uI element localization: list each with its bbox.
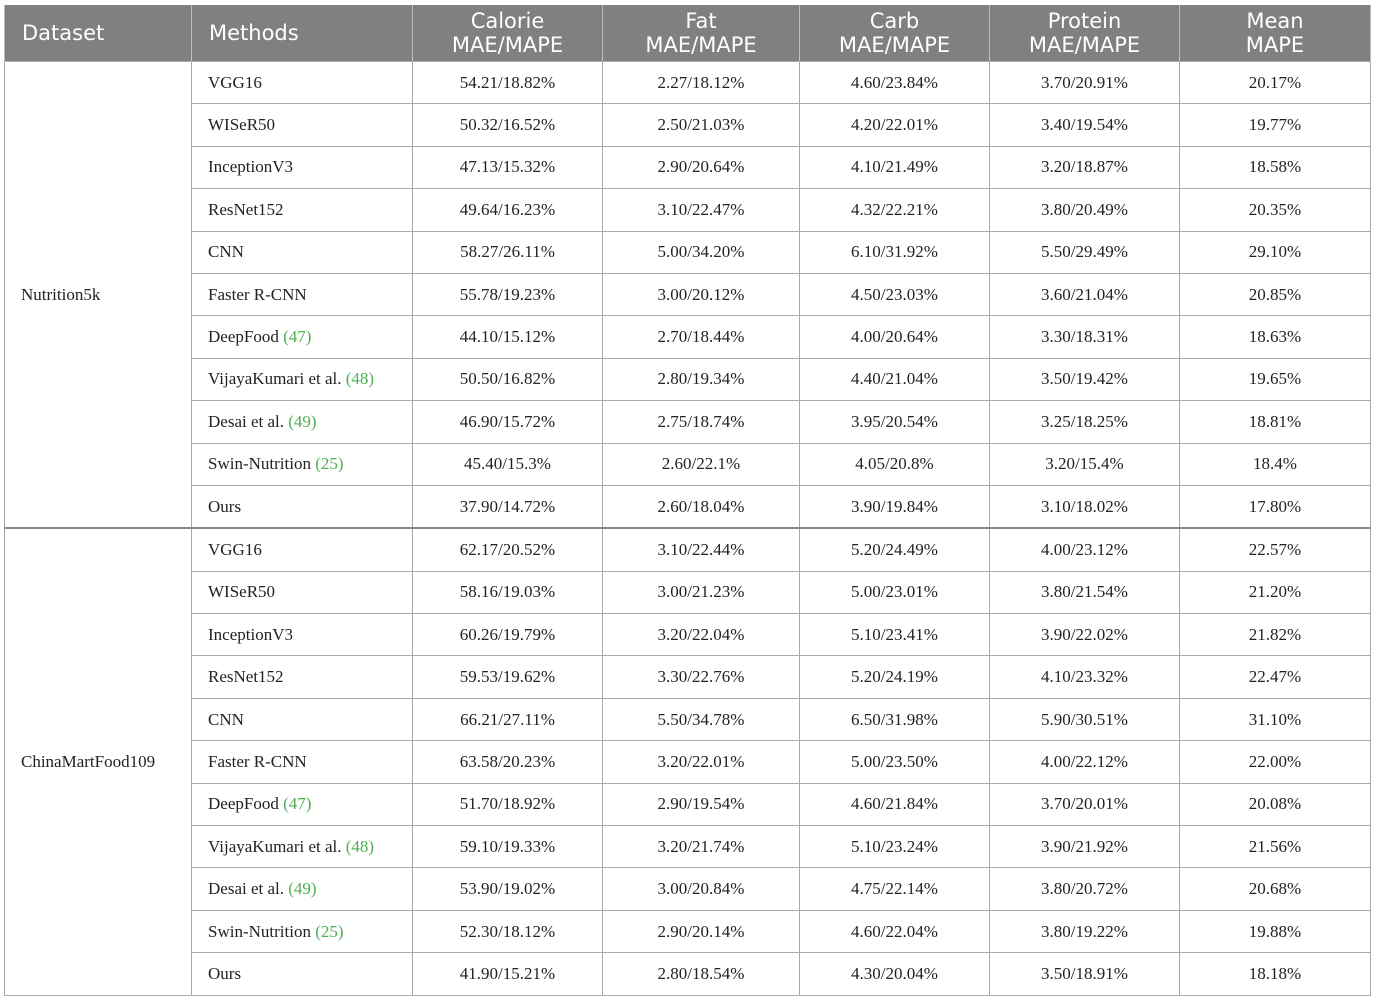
method-cell [192, 614, 413, 656]
method-name: VijayaKumari et al. [208, 369, 342, 389]
header-fat [603, 5, 800, 62]
mean-cell: 20.35% [1180, 189, 1371, 231]
mean-cell: 19.77% [1180, 104, 1371, 146]
protein-cell: 3.80/19.22% [990, 910, 1180, 952]
method-cell [192, 656, 413, 698]
table-row [5, 571, 1371, 613]
calorie-cell: 41.90/15.21% [413, 953, 603, 995]
fat-cell: 2.90/19.54% [603, 783, 800, 825]
method-name: Faster R-CNN [208, 284, 307, 304]
mean-cell: 18.18% [1180, 953, 1371, 995]
method-cell [192, 273, 413, 315]
table-row [5, 62, 1371, 104]
method-cell [192, 231, 413, 273]
carb-cell: 5.20/24.49% [800, 528, 990, 571]
table-body [5, 62, 1371, 996]
header-calorie-line1: Calorie [470, 9, 545, 33]
carb-cell: 5.00/23.01% [800, 571, 990, 613]
mean-cell: 18.81% [1180, 401, 1371, 443]
table-row [5, 698, 1371, 740]
table-row [5, 656, 1371, 698]
fat-cell: 2.50/21.03% [603, 104, 800, 146]
carb-cell: 3.95/20.54% [800, 401, 990, 443]
carb-cell: 4.40/21.04% [800, 358, 990, 400]
protein-cell: 3.20/18.87% [990, 146, 1180, 188]
table-row [5, 910, 1371, 952]
protein-cell: 5.50/29.49% [990, 231, 1180, 273]
mean-cell: 18.63% [1180, 316, 1371, 358]
method-name: InceptionV3 [208, 624, 293, 644]
dataset-cell: ChinaMartFood109 [5, 528, 192, 995]
calorie-cell: 50.50/16.82% [413, 358, 603, 400]
calorie-cell: 50.32/16.52% [413, 104, 603, 146]
method-cell [192, 868, 413, 910]
calorie-cell: 59.10/19.33% [413, 826, 603, 868]
table-row [5, 528, 1371, 571]
citation-link[interactable]: (25) [315, 454, 344, 474]
table-row [5, 189, 1371, 231]
citation-link[interactable]: (48) [345, 836, 375, 856]
fat-cell: 3.00/20.12% [603, 273, 800, 315]
fat-cell: 2.80/19.34% [603, 358, 800, 400]
carb-cell: 4.60/23.84% [800, 62, 990, 104]
protein-cell: 3.80/20.72% [990, 868, 1180, 910]
method-name: VijayaKumari et al. [208, 836, 342, 856]
method-cell [192, 146, 413, 188]
calorie-cell: 58.27/26.11% [413, 231, 603, 273]
fat-cell: 2.27/18.12% [603, 62, 800, 104]
calorie-cell: 37.90/14.72% [413, 485, 603, 528]
method-cell [192, 485, 413, 528]
method-cell [192, 826, 413, 868]
carb-cell: 5.10/23.24% [800, 826, 990, 868]
table-row [5, 358, 1371, 400]
table-row [5, 443, 1371, 485]
fat-cell: 2.70/18.44% [603, 316, 800, 358]
citation-link[interactable]: (47) [283, 794, 312, 814]
carb-cell: 5.20/24.19% [800, 656, 990, 698]
protein-cell: 3.80/20.49% [990, 189, 1180, 231]
method-name: Ours [208, 496, 242, 516]
calorie-cell: 49.64/16.23% [413, 189, 603, 231]
protein-cell: 3.70/20.91% [990, 62, 1180, 104]
method-name: VGG16 [208, 539, 262, 559]
fat-cell: 3.20/22.01% [603, 741, 800, 783]
fat-cell: 5.00/34.20% [603, 231, 800, 273]
header-protein-line1: Protein [1047, 9, 1122, 33]
header-protein-line2: MAE/MAPE [1028, 33, 1141, 57]
table-row [5, 104, 1371, 146]
calorie-cell: 44.10/15.12% [413, 316, 603, 358]
protein-cell: 3.50/18.91% [990, 953, 1180, 995]
header-mean-line2: MAPE [1245, 33, 1305, 57]
mean-cell: 21.56% [1180, 826, 1371, 868]
header-methods: Methods [192, 5, 413, 62]
method-name: WISeR50 [208, 582, 276, 602]
header-fat-line1: Fat [685, 9, 717, 33]
calorie-cell: 52.30/18.12% [413, 910, 603, 952]
method-cell [192, 443, 413, 485]
method-cell [192, 62, 413, 104]
fat-cell: 2.80/18.54% [603, 953, 800, 995]
table-row [5, 741, 1371, 783]
header-mean [1180, 5, 1371, 62]
mean-cell: 18.58% [1180, 146, 1371, 188]
protein-cell: 3.80/21.54% [990, 571, 1180, 613]
citation-link[interactable]: (47) [283, 327, 312, 347]
protein-cell: 3.40/19.54% [990, 104, 1180, 146]
header-calorie-line2: MAE/MAPE [451, 33, 564, 57]
carb-cell: 5.00/23.50% [800, 741, 990, 783]
header-fat-line2: MAE/MAPE [645, 33, 757, 57]
calorie-cell: 58.16/19.03% [413, 571, 603, 613]
method-name: CNN [208, 709, 244, 729]
table-row [5, 614, 1371, 656]
method-name: WISeR50 [208, 115, 276, 135]
protein-cell: 3.60/21.04% [990, 273, 1180, 315]
carb-cell: 3.90/19.84% [800, 485, 990, 528]
header-row [5, 5, 1371, 62]
mean-cell: 21.82% [1180, 614, 1371, 656]
table-row [5, 401, 1371, 443]
carb-cell: 4.05/20.8% [800, 443, 990, 485]
protein-cell: 3.10/18.02% [990, 485, 1180, 528]
mean-cell: 29.10% [1180, 231, 1371, 273]
dataset-cell: Nutrition5k [5, 62, 192, 529]
calorie-cell: 54.21/18.82% [413, 62, 603, 104]
mean-cell: 19.65% [1180, 358, 1371, 400]
method-name: CNN [208, 242, 244, 262]
calorie-cell: 47.13/15.32% [413, 146, 603, 188]
citation-link[interactable]: (25) [315, 921, 344, 941]
calorie-cell: 66.21/27.11% [413, 698, 603, 740]
calorie-cell: 51.70/18.92% [413, 783, 603, 825]
mean-cell: 20.85% [1180, 273, 1371, 315]
carb-cell: 4.50/23.03% [800, 273, 990, 315]
table-row [5, 273, 1371, 315]
fat-cell: 3.00/20.84% [603, 868, 800, 910]
fat-cell: 3.30/22.76% [603, 656, 800, 698]
calorie-cell: 53.90/19.02% [413, 868, 603, 910]
calorie-cell: 59.53/19.62% [413, 656, 603, 698]
fat-cell: 3.20/22.04% [603, 614, 800, 656]
results-table [4, 5, 1371, 996]
citation-link[interactable]: (48) [345, 369, 375, 389]
carb-cell: 4.60/21.84% [800, 783, 990, 825]
table-row [5, 316, 1371, 358]
header-dataset: Dataset [5, 5, 192, 62]
carb-cell: 4.00/20.64% [800, 316, 990, 358]
protein-cell: 5.90/30.51% [990, 698, 1180, 740]
method-name: Desai et al. [208, 411, 284, 431]
method-cell [192, 571, 413, 613]
method-name: InceptionV3 [208, 157, 293, 177]
mean-cell: 19.88% [1180, 910, 1371, 952]
carb-cell: 6.10/31.92% [800, 231, 990, 273]
method-cell [192, 953, 413, 995]
table-row [5, 868, 1371, 910]
carb-cell: 4.60/22.04% [800, 910, 990, 952]
method-cell [192, 910, 413, 952]
method-cell [192, 316, 413, 358]
header-carb [800, 5, 990, 62]
method-cell [192, 741, 413, 783]
header-protein [990, 5, 1180, 62]
protein-cell: 3.25/18.25% [990, 401, 1180, 443]
mean-cell: 17.80% [1180, 485, 1371, 528]
method-name: Desai et al. [208, 879, 284, 899]
citation-link[interactable]: (49) [288, 879, 317, 899]
table-row [5, 485, 1371, 528]
protein-cell: 3.50/19.42% [990, 358, 1180, 400]
carb-cell: 5.10/23.41% [800, 614, 990, 656]
mean-cell: 31.10% [1180, 698, 1371, 740]
fat-cell: 2.90/20.64% [603, 146, 800, 188]
fat-cell: 2.60/22.1% [603, 443, 800, 485]
protein-cell: 4.00/22.12% [990, 741, 1180, 783]
protein-cell: 4.10/23.32% [990, 656, 1180, 698]
method-cell [192, 189, 413, 231]
header-carb-line2: MAE/MAPE [838, 33, 951, 57]
header-mean-line1: Mean [1246, 9, 1304, 33]
method-cell [192, 698, 413, 740]
calorie-cell: 46.90/15.72% [413, 401, 603, 443]
fat-cell: 5.50/34.78% [603, 698, 800, 740]
fat-cell: 2.75/18.74% [603, 401, 800, 443]
carb-cell: 4.75/22.14% [800, 868, 990, 910]
protein-cell: 3.20/15.4% [990, 443, 1180, 485]
method-name: DeepFood [208, 327, 279, 347]
header-calorie [413, 5, 603, 62]
table-row [5, 953, 1371, 995]
table-row [5, 146, 1371, 188]
fat-cell: 3.10/22.47% [603, 189, 800, 231]
mean-cell: 18.4% [1180, 443, 1371, 485]
carb-cell: 4.32/22.21% [800, 189, 990, 231]
method-cell [192, 358, 413, 400]
mean-cell: 22.47% [1180, 656, 1371, 698]
method-cell [192, 104, 413, 146]
fat-cell: 2.90/20.14% [603, 910, 800, 952]
citation-link[interactable]: (49) [288, 411, 317, 431]
fat-cell: 2.60/18.04% [603, 485, 800, 528]
carb-cell: 4.30/20.04% [800, 953, 990, 995]
table-row [5, 826, 1371, 868]
calorie-cell: 63.58/20.23% [413, 741, 603, 783]
method-name: Swin-Nutrition [208, 921, 311, 941]
table-row [5, 783, 1371, 825]
mean-cell: 20.17% [1180, 62, 1371, 104]
method-name: ResNet152 [208, 199, 284, 219]
method-name: Faster R-CNN [208, 751, 307, 771]
fat-cell: 3.20/21.74% [603, 826, 800, 868]
method-cell [192, 528, 413, 571]
mean-cell: 22.00% [1180, 741, 1371, 783]
calorie-cell: 45.40/15.3% [413, 443, 603, 485]
method-cell [192, 401, 413, 443]
method-name: DeepFood [208, 794, 279, 814]
header-carb-line1: Carb [869, 9, 920, 33]
protein-cell: 3.30/18.31% [990, 316, 1180, 358]
fat-cell: 3.00/21.23% [603, 571, 800, 613]
mean-cell: 21.20% [1180, 571, 1371, 613]
mean-cell: 20.68% [1180, 868, 1371, 910]
protein-cell: 3.70/20.01% [990, 783, 1180, 825]
calorie-cell: 62.17/20.52% [413, 528, 603, 571]
method-name: Swin-Nutrition [208, 454, 311, 474]
method-cell [192, 783, 413, 825]
mean-cell: 20.08% [1180, 783, 1371, 825]
carb-cell: 6.50/31.98% [800, 698, 990, 740]
calorie-cell: 60.26/19.79% [413, 614, 603, 656]
table-row [5, 231, 1371, 273]
fat-cell: 3.10/22.44% [603, 528, 800, 571]
method-name: VGG16 [208, 72, 262, 92]
calorie-cell: 55.78/19.23% [413, 273, 603, 315]
carb-cell: 4.10/21.49% [800, 146, 990, 188]
method-name: ResNet152 [208, 667, 284, 687]
mean-cell: 22.57% [1180, 528, 1371, 571]
protein-cell: 3.90/21.92% [990, 826, 1180, 868]
method-name: Ours [208, 963, 242, 983]
protein-cell: 3.90/22.02% [990, 614, 1180, 656]
protein-cell: 4.00/23.12% [990, 528, 1180, 571]
carb-cell: 4.20/22.01% [800, 104, 990, 146]
